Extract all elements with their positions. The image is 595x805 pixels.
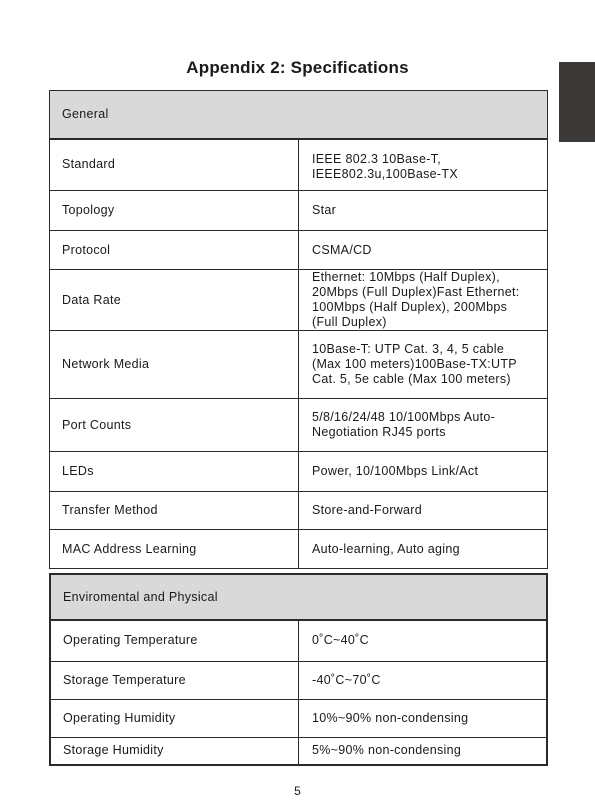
spec-label: Operating Temperature	[50, 620, 299, 661]
spec-value: 0˚C~40˚C	[299, 620, 548, 661]
spec-label: Data Rate	[50, 270, 299, 331]
table-row	[50, 231, 548, 270]
spec-value: 5/8/16/24/48 10/100Mbps Auto-Negotiation RJ45 ports	[299, 399, 548, 452]
table-row	[50, 270, 548, 331]
general-specs-table	[49, 90, 548, 569]
table-row	[50, 737, 547, 765]
general-header-row	[50, 91, 548, 139]
spec-label: Storage Temperature	[50, 661, 299, 699]
environmental-specs-table	[49, 573, 548, 766]
table-row	[50, 699, 547, 737]
spec-label: Protocol	[50, 231, 299, 270]
table-row	[50, 399, 548, 452]
spec-label: Port Counts	[50, 399, 299, 452]
spec-label: Storage Humidity	[50, 737, 299, 765]
spec-value: Power, 10/100Mbps Link/Act	[299, 452, 548, 492]
spec-label: Network Media	[50, 331, 299, 399]
spec-value: 5%~90% non-condensing	[299, 737, 548, 765]
spec-label: Standard	[50, 139, 299, 191]
page-number: 5	[294, 784, 301, 798]
spec-value: 10%~90% non-condensing	[299, 699, 548, 737]
spec-value: Auto-learning, Auto aging	[299, 530, 548, 569]
table-row	[50, 139, 548, 191]
spec-label: LEDs	[50, 452, 299, 492]
spec-label: Operating Humidity	[50, 699, 299, 737]
spec-value: Star	[299, 191, 548, 231]
spec-value: Store-and-Forward	[299, 492, 548, 530]
spec-value: -40˚C~70˚C	[299, 661, 548, 699]
section-tab-marker	[559, 62, 595, 142]
table-row	[50, 452, 548, 492]
table-row	[50, 492, 548, 530]
table-row	[50, 620, 547, 661]
environmental-header-row	[50, 574, 547, 620]
table-row	[50, 191, 548, 231]
spec-label: Topology	[50, 191, 299, 231]
spec-label: MAC Address Learning	[50, 530, 299, 569]
spec-value: Ethernet: 10Mbps (Half Duplex), 20Mbps (Full Duplex)Fast Ethernet: 100Mbps (Half Duplex), 200Mbps (Full Duplex)	[299, 270, 548, 331]
table-row	[50, 331, 548, 399]
spec-value: 10Base-T: UTP Cat. 3, 4, 5 cable (Max 100 meters)100Base-TX:UTP Cat. 5, 5e cable (Max 100 meters)	[299, 331, 548, 399]
environmental-heading: Enviromental and Physical	[50, 574, 547, 620]
page-title: Appendix 2: Specifications	[186, 58, 409, 77]
spec-value: CSMA/CD	[299, 231, 548, 270]
spec-value: IEEE 802.3 10Base-T, IEEE802.3u,100Base-TX	[299, 139, 548, 191]
table-row	[50, 661, 547, 699]
table-row	[50, 530, 548, 569]
spec-label: Transfer Method	[50, 492, 299, 530]
general-heading: General	[50, 91, 548, 139]
